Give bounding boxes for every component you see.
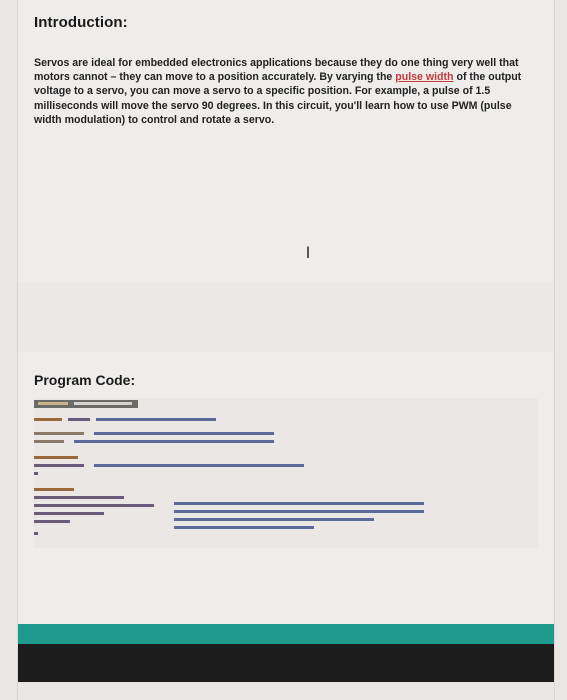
bottom-strip (18, 682, 554, 700)
blank-band (18, 282, 554, 352)
dark-footer-bar (18, 644, 554, 682)
introduction-paragraph (34, 56, 536, 127)
document-page (18, 0, 554, 700)
introduction-heading: Introduction: (34, 14, 128, 31)
teal-footer-bar (18, 624, 554, 644)
program-code-image (34, 398, 538, 548)
pulse-width-highlight: pulse width (395, 71, 454, 84)
intro-text-part1: Servos are ideal for embedded electronics applications because they do one thing very well that motors cannot – they can move to a position accurately. By varying the (34, 57, 519, 84)
code-image-scribbles (34, 398, 538, 548)
text-cursor-icon: I (305, 243, 311, 262)
program-code-heading: Program Code: (34, 372, 136, 388)
introduction-section (18, 0, 554, 283)
intro-text-part2: of the output voltage to a servo, you can move a servo to a specific position. For example, a pulse of 1.5 milliseconds will move the servo 90 degrees. In this circuit, you'll learn how to use PWM (pulse width modulation) to control and rotate a servo. (34, 71, 522, 126)
